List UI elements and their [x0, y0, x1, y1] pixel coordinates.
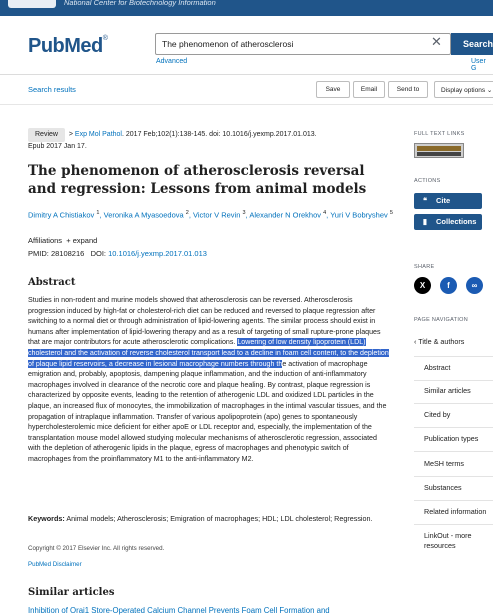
pubmed-logo-text: PubMed	[28, 35, 103, 57]
collections-label: Collections	[436, 217, 477, 226]
nav-label: Title & authors	[418, 337, 465, 346]
keywords-list: Animal models; Atherosclerosis; Emigration of macrophages; HDL; LDL cholesterol; Regression.	[66, 514, 373, 523]
save-button[interactable]: Save	[316, 81, 350, 98]
abstract-heading: Abstract	[28, 277, 76, 288]
chevron-down-icon: ⌄	[486, 87, 493, 94]
link-icon[interactable]: ∞	[466, 277, 483, 294]
ncbi-header-bar	[0, 0, 493, 16]
display-options-button[interactable]	[434, 81, 493, 98]
abstract-text	[28, 295, 390, 465]
registered-mark: ®	[102, 35, 108, 42]
abstract-text-end: e activation of macrophage emigration and, probably, apoptosis, dampening plaque inflammation, and the induction of anti-inflammatory macrophages involved in clearance of the necrotic core and plaque healing. By contrast, plaque regression is characterized by opposite events, leading to the retention of atherogenic LDL and oxidized LDL particles in the plaque, an increased flux of monocytes, the immobilization of macrophages in the intimal vascular tissues, and the propagation of intraplaque inflammation. Transfer of various apolipoprotein (apo) genes to spontaneously hypercholesterolemic mice deficient for either apoE or LDL receptor and, especially, the implementation of the transplantation mouse model allowed studying molecular mechanisms of atherosclerotic regression, associated with the depletion of atherogenic lipids in the plaque, egress of macrophages and phenotypic switch of macrophages from the proinflammatory M1 to the anti-inflammatory M2.	[28, 359, 387, 463]
article-title: The phenomenon of atherosclerosis reversal and regression: Lessons from animal models	[28, 163, 367, 197]
author-link[interactable]: Yuri V Bobryshev	[330, 210, 388, 220]
search-results-link[interactable]: Search results	[28, 85, 76, 94]
author-affil-number[interactable]: 2	[185, 210, 189, 216]
nav-divider	[414, 427, 493, 428]
header-divider	[0, 74, 493, 75]
cite-label: Cite	[436, 196, 451, 205]
pubmed-logo[interactable]	[28, 35, 107, 58]
nav-divider	[414, 524, 493, 525]
nav-cited-by[interactable]: Cited by	[424, 410, 451, 419]
elsevier-full-text-link[interactable]	[414, 143, 464, 158]
identifiers-row	[28, 249, 207, 258]
nav-abstract[interactable]: Abstract	[424, 363, 451, 372]
search-button[interactable]: Search	[451, 33, 493, 55]
nav-divider	[414, 500, 493, 501]
similar-articles-heading: Similar articles	[28, 587, 115, 598]
nav-similar-articles[interactable]: Similar articles	[424, 386, 471, 395]
nav-publication-types[interactable]: Publication types	[424, 434, 479, 443]
send-to-button[interactable]	[388, 81, 428, 98]
epub-date: Epub 2017 Jan 17.	[28, 143, 87, 150]
author-affil-number[interactable]: 4	[323, 210, 327, 216]
ncbi-tagline: National Center for Biotechnology Information	[64, 0, 216, 7]
send-to-label: Send to	[396, 86, 420, 93]
ncbi-logo[interactable]	[8, 0, 56, 8]
user-guide-link[interactable]: User G	[471, 58, 486, 72]
doi-link[interactable]: 10.1016/j.yexmp.2017.01.013	[108, 249, 207, 258]
author-affil-number[interactable]: 5	[389, 210, 393, 216]
elsevier-banner	[417, 152, 461, 156]
clear-search-icon[interactable]: ✕	[431, 34, 442, 49]
search-input[interactable]: The phenomenon of atherosclerosi	[155, 33, 451, 55]
keywords	[28, 514, 388, 525]
display-options-label: Display options	[441, 87, 486, 94]
pmid-value: 28108216	[50, 249, 85, 258]
abstract-selected-text[interactable]: Lowering of low density lipoprotein (LDL) cholesterol and the activation of reverse cholesterol transport lead to a decline in foam cell content, to the depletion of plaque lipid reservoirs, a decrease in lesional macrophage numbers through th	[28, 338, 389, 368]
nav-divider	[414, 380, 493, 381]
citation-line	[28, 128, 393, 152]
advanced-search-link[interactable]: Advanced	[156, 58, 188, 65]
chevron-left-icon: ‹	[414, 337, 417, 346]
doi-label: DOI:	[90, 249, 106, 258]
facebook-icon[interactable]: f	[440, 277, 457, 294]
plus-icon[interactable]: +	[66, 236, 71, 245]
abstract-text-start: Studies in non-rodent and murine models showed that atherosclerosis can be reversed. Atherosclerosis progression induced by high-fat or cholesterol-rich diet can be reduced and reversed to plaque regression after switching to a normal diet or through administration of lipid-lowering agents. The similar process should exist in humans after implementation of lipid-lowering therapy and as a result of targeting of small rupture-prone plaques that are major contributors for acute atherosclerotic complications.	[28, 296, 381, 347]
nav-substances[interactable]: Substances	[424, 483, 462, 492]
author-link[interactable]: Dimitry A Chistiakov	[28, 210, 95, 220]
page-navigation-heading: PAGE NAVIGATION	[414, 317, 469, 323]
author-link[interactable]: Alexander N Orekhov	[249, 210, 322, 220]
full-text-links-heading: FULL TEXT LINKS	[414, 131, 465, 137]
nav-mesh-terms[interactable]: MeSH terms	[424, 459, 464, 468]
citation-text: . 2017 Feb;102(1):138-145. doi: 10.1016/j.yexmp.2017.01.013.	[122, 131, 317, 138]
elsevier-logo	[417, 146, 461, 151]
author-link[interactable]: Victor V Revin	[193, 210, 241, 220]
affiliations-row	[28, 236, 97, 245]
pubmed-disclaimer-link[interactable]: PubMed Disclaimer	[28, 561, 82, 568]
journal-link[interactable]: Exp Mol Pathol	[74, 131, 122, 138]
collections-button[interactable]	[414, 214, 482, 230]
author-link[interactable]: Veronika A Myasoedova	[103, 210, 184, 220]
similar-article-link[interactable]: Inhibition of Orai1 Store-Operated Calcium Channel Prevents Foam Cell Formation and	[28, 606, 330, 615]
nav-divider	[414, 403, 493, 404]
cite-button[interactable]	[414, 193, 482, 209]
actions-heading: ACTIONS	[414, 178, 441, 184]
bookmark-icon: ▮	[422, 217, 428, 226]
nav-title-authors[interactable]	[414, 337, 486, 347]
arrow-icon: >	[66, 131, 73, 138]
affiliations-label: Affiliations	[28, 236, 63, 245]
email-button[interactable]: Email	[353, 81, 385, 98]
nav-divider	[414, 451, 493, 452]
nav-related-information[interactable]: Related information	[424, 507, 487, 516]
quote-icon: ❝	[422, 196, 428, 205]
toolbar-divider	[0, 104, 493, 105]
x-twitter-icon[interactable]: X	[414, 277, 431, 294]
nav-divider	[414, 476, 493, 477]
review-badge: Review	[28, 128, 65, 142]
share-heading: SHARE	[414, 264, 435, 270]
expand-affiliations-button[interactable]: expand	[72, 236, 98, 245]
author-affil-number[interactable]: 1	[96, 210, 100, 216]
pmid-label: PMID:	[28, 249, 49, 258]
copyright: Copyright © 2017 Elsevier Inc. All rights reserved.	[28, 545, 165, 552]
author-list: Dimitry A Chistiakov $^1$, Veronika A Myasoedova $^2$, Victor V Revin $^3$, Alexander N Orekhov $^4$, Yuri V Bobryshev $^5$	[28, 210, 393, 220]
author-affil-number[interactable]: 3	[242, 210, 246, 216]
nav-divider	[414, 356, 493, 357]
nav-linkout[interactable]: LinkOut - more resources	[424, 531, 472, 550]
keywords-label: Keywords:	[28, 514, 65, 523]
